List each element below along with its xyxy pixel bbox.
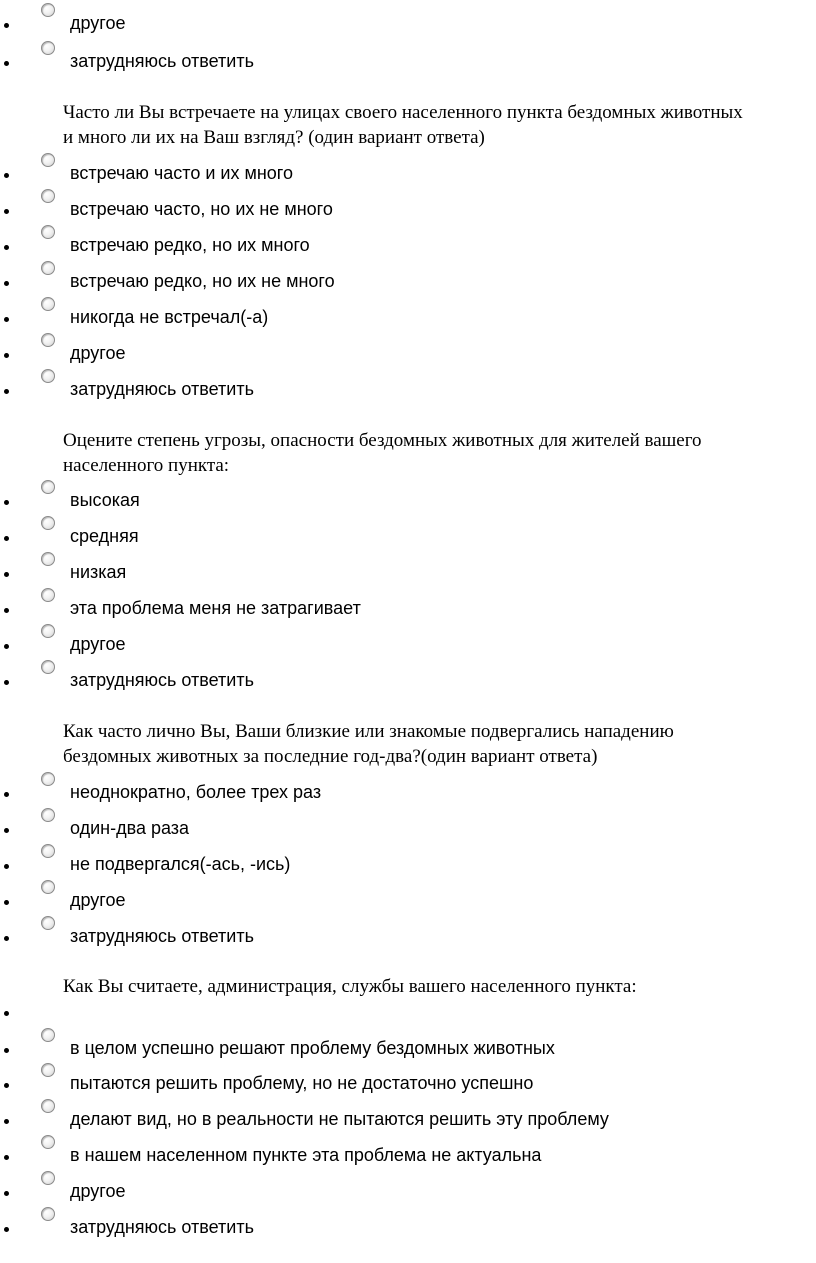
bullet-icon bbox=[4, 1119, 9, 1124]
option-row[interactable] bbox=[0, 595, 816, 631]
option-label: низкая bbox=[70, 562, 127, 582]
radio-button-icon[interactable] bbox=[41, 916, 55, 930]
option-label: в целом успешно решают проблему бездомных животных bbox=[70, 1038, 555, 1058]
option-row[interactable] bbox=[0, 340, 816, 376]
option-label: затрудняюсь ответить bbox=[70, 379, 254, 399]
bullet-icon bbox=[4, 1083, 9, 1088]
radio-button-icon[interactable] bbox=[41, 1207, 55, 1221]
option-label: высокая bbox=[70, 490, 140, 510]
option-label: не подвергался(-ась, -ись) bbox=[70, 854, 291, 874]
option-row[interactable] bbox=[0, 1214, 816, 1250]
bullet-icon bbox=[4, 680, 9, 685]
bullet-icon bbox=[4, 1191, 9, 1196]
bullet-icon bbox=[4, 389, 9, 394]
option-label: другое bbox=[70, 634, 126, 654]
option-row[interactable] bbox=[0, 268, 816, 304]
option-label: другое bbox=[70, 890, 126, 910]
radio-button-icon[interactable] bbox=[41, 844, 55, 858]
option-label: затрудняюсь ответить bbox=[70, 926, 254, 946]
bullet-icon bbox=[4, 536, 9, 541]
bullet-icon bbox=[4, 61, 9, 66]
option-row[interactable] bbox=[0, 232, 816, 268]
bullet-icon bbox=[4, 317, 9, 322]
option-label: встречаю часто и их много bbox=[70, 163, 293, 183]
bullet-icon bbox=[4, 1227, 9, 1232]
radio-button-icon[interactable] bbox=[41, 552, 55, 566]
bullet-icon bbox=[4, 572, 9, 577]
option-row[interactable] bbox=[0, 1142, 816, 1178]
bullet-icon bbox=[4, 936, 9, 941]
radio-button-icon[interactable] bbox=[41, 1171, 55, 1185]
option-label: встречаю часто, но их не много bbox=[70, 199, 333, 219]
radio-button-icon[interactable] bbox=[41, 660, 55, 674]
option-row[interactable] bbox=[0, 523, 816, 559]
bullet-icon bbox=[4, 900, 9, 905]
radio-button-icon[interactable] bbox=[41, 1063, 55, 1077]
radio-button-icon[interactable] bbox=[41, 3, 55, 17]
radio-button-icon[interactable] bbox=[41, 225, 55, 239]
radio-button-icon[interactable] bbox=[41, 1099, 55, 1113]
option-label: встречаю редко, но их много bbox=[70, 235, 310, 255]
radio-button-icon[interactable] bbox=[41, 588, 55, 602]
option-row[interactable] bbox=[0, 487, 816, 523]
question-title-line: Как Вы считаете, администрация, службы вашего населенного пункта: bbox=[63, 976, 637, 997]
option-label: эта проблема меня не затрагивает bbox=[70, 598, 361, 618]
option-label: в нашем населенном пункте эта проблема не актуальна bbox=[70, 1145, 542, 1165]
bullet-icon bbox=[4, 1048, 9, 1053]
question-title-line: бездомных животных за последние год-два?(один вариант ответа) bbox=[63, 746, 598, 767]
bullet-icon bbox=[4, 173, 9, 178]
option-row[interactable] bbox=[0, 1178, 816, 1214]
question-title-line: населенного пункта: bbox=[63, 455, 230, 476]
bullet-icon bbox=[4, 23, 9, 28]
bullet-icon bbox=[4, 245, 9, 250]
option-label: затрудняюсь ответить bbox=[70, 670, 254, 690]
radio-button-icon[interactable] bbox=[41, 480, 55, 494]
bullet-icon bbox=[4, 281, 9, 286]
option-row[interactable] bbox=[0, 1070, 816, 1106]
option-row[interactable] bbox=[0, 887, 816, 923]
question-title bbox=[63, 719, 816, 769]
radio-button-icon[interactable] bbox=[41, 624, 55, 638]
radio-button-icon[interactable] bbox=[41, 516, 55, 530]
option-label: затрудняюсь ответить bbox=[70, 51, 254, 71]
bullet-icon bbox=[4, 1155, 9, 1160]
option-row[interactable] bbox=[0, 559, 816, 595]
option-row[interactable] bbox=[0, 10, 816, 46]
question-title bbox=[63, 100, 816, 150]
option-row[interactable] bbox=[0, 631, 816, 667]
radio-button-icon[interactable] bbox=[41, 808, 55, 822]
option-row[interactable] bbox=[0, 196, 816, 232]
option-label: делают вид, но в реальности не пытаются решить эту проблему bbox=[70, 1109, 609, 1129]
option-label: другое bbox=[70, 343, 126, 363]
option-row[interactable] bbox=[0, 998, 816, 1034]
option-row[interactable] bbox=[0, 48, 816, 84]
bullet-icon bbox=[4, 500, 9, 505]
option-row[interactable] bbox=[0, 304, 816, 340]
option-label: никогда не встречал(-а) bbox=[70, 307, 269, 327]
bullet-icon bbox=[4, 209, 9, 214]
radio-button-icon[interactable] bbox=[41, 261, 55, 275]
question-title-line: Оцените степень угрозы, опасности бездомных животных для жителей вашего bbox=[63, 430, 702, 451]
bullet-icon bbox=[4, 792, 9, 797]
option-label: встречаю редко, но их не много bbox=[70, 271, 335, 291]
option-label: пытаются решить проблему, но не достаточно успешно bbox=[70, 1073, 534, 1093]
radio-button-icon[interactable] bbox=[41, 333, 55, 347]
radio-button-icon[interactable] bbox=[41, 41, 55, 55]
option-row[interactable] bbox=[0, 923, 816, 959]
option-label: средняя bbox=[70, 526, 139, 546]
option-label: неоднократно, более трех раз bbox=[70, 782, 322, 802]
radio-button-icon[interactable] bbox=[41, 369, 55, 383]
bullet-icon bbox=[4, 353, 9, 358]
radio-button-icon[interactable] bbox=[41, 189, 55, 203]
option-row[interactable] bbox=[0, 815, 816, 851]
radio-button-icon[interactable] bbox=[41, 1135, 55, 1149]
option-label: один-два раза bbox=[70, 818, 190, 838]
radio-button-icon[interactable] bbox=[41, 772, 55, 786]
option-row[interactable] bbox=[0, 667, 816, 703]
option-row[interactable] bbox=[0, 1106, 816, 1142]
option-label: затрудняюсь ответить bbox=[70, 1217, 254, 1237]
option-row[interactable] bbox=[0, 1035, 816, 1071]
option-row[interactable] bbox=[0, 851, 816, 887]
question-title-line: Часто ли Вы встречаете на улицах своего населенного пункта бездомных животных bbox=[63, 102, 743, 123]
option-label: другое bbox=[70, 1181, 126, 1201]
bullet-icon bbox=[4, 864, 9, 869]
bullet-icon bbox=[4, 608, 9, 613]
bullet-icon bbox=[4, 828, 9, 833]
radio-button-icon[interactable] bbox=[41, 297, 55, 311]
option-row[interactable] bbox=[0, 779, 816, 815]
question-title bbox=[63, 974, 816, 999]
radio-button-icon[interactable] bbox=[41, 153, 55, 167]
radio-button-icon[interactable] bbox=[41, 1028, 55, 1042]
bullet-icon bbox=[4, 644, 9, 649]
bullet-icon bbox=[4, 1011, 9, 1016]
question-title-line: Как часто лично Вы, Ваши близкие или знакомые подвергались нападению bbox=[63, 721, 674, 742]
question-title bbox=[63, 428, 816, 478]
option-row[interactable] bbox=[0, 160, 816, 196]
option-row[interactable] bbox=[0, 376, 816, 412]
option-label: другое bbox=[70, 13, 126, 33]
question-title-line: и много ли их на Ваш взгляд? (один вариант ответа) bbox=[63, 127, 485, 148]
radio-button-icon[interactable] bbox=[41, 880, 55, 894]
